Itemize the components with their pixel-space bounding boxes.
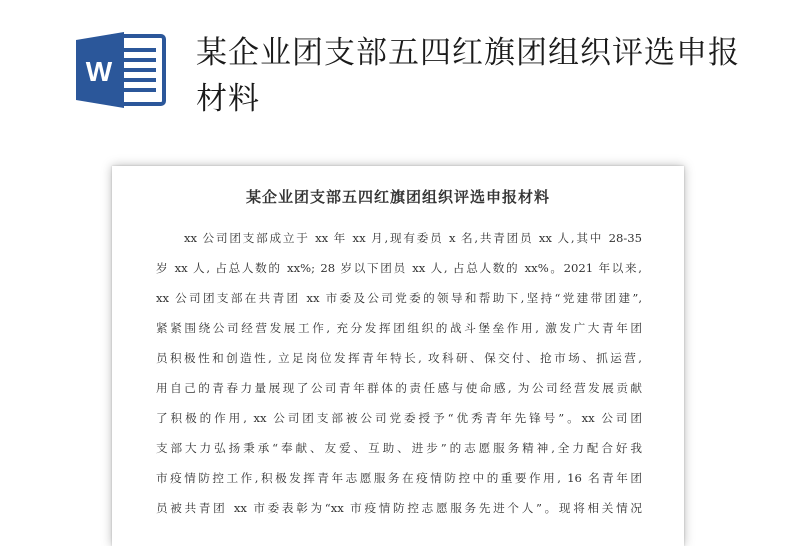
paragraph-line: xx 公司团支部在共青团 xx 市委及公司党委的领导和帮助下,坚持“党建带团建”, (156, 291, 642, 305)
paragraph-line: 岁 xx 人, 占总人数的 xx%; 28 岁以下团员 xx 人, 占总人数的 xx%。2021 年以来, (156, 261, 642, 275)
paragraph-line: 了积极的作用, xx 公司团支部被公司党委授予“优秀青年先锋号”。xx 公司团 (156, 411, 642, 425)
paragraph-line: 员积极性和创造性, 立足岗位发挥青年特长, 攻科研、保交付、抢市场、抓运营, (156, 351, 642, 365)
paragraph-line: 支部大力弘扬秉承“奉献、友爱、互助、进步”的志愿服务精神,全力配合好我 (156, 441, 642, 455)
page-title: 某企业团支部五四红旗团组织评选申报材料 (196, 35, 740, 117)
paragraph-line: 员被共青团 xx 市委表彰为“xx 市疫情防控志愿服务先进个人”。现将相关情况 (156, 501, 642, 515)
word-app-icon (76, 30, 166, 110)
paragraph-line: 市疫情防控工作,积极发挥青年志愿服务在疫情防控中的重要作用, 16 名青年团 (156, 471, 642, 485)
paragraph-line: 用自己的青春力量展现了公司青年群体的责任感与使命感, 为公司经营发展贡献 (156, 381, 642, 395)
paragraph-line: 紧紧围绕公司经营发展工作, 充分发挥团组织的战斗堡垒作用, 激发广大青年团 (156, 321, 642, 335)
document-title: 某企业团支部五四红旗团组织评选申报材料 (245, 188, 550, 206)
paragraph-line: xx 公司团支部成立于 xx 年 xx 月,现有委员 x 名,共青团员 xx 人,其中 28-35 (184, 231, 642, 245)
word-icon-letter: W (85, 56, 113, 87)
document-page (112, 166, 684, 546)
